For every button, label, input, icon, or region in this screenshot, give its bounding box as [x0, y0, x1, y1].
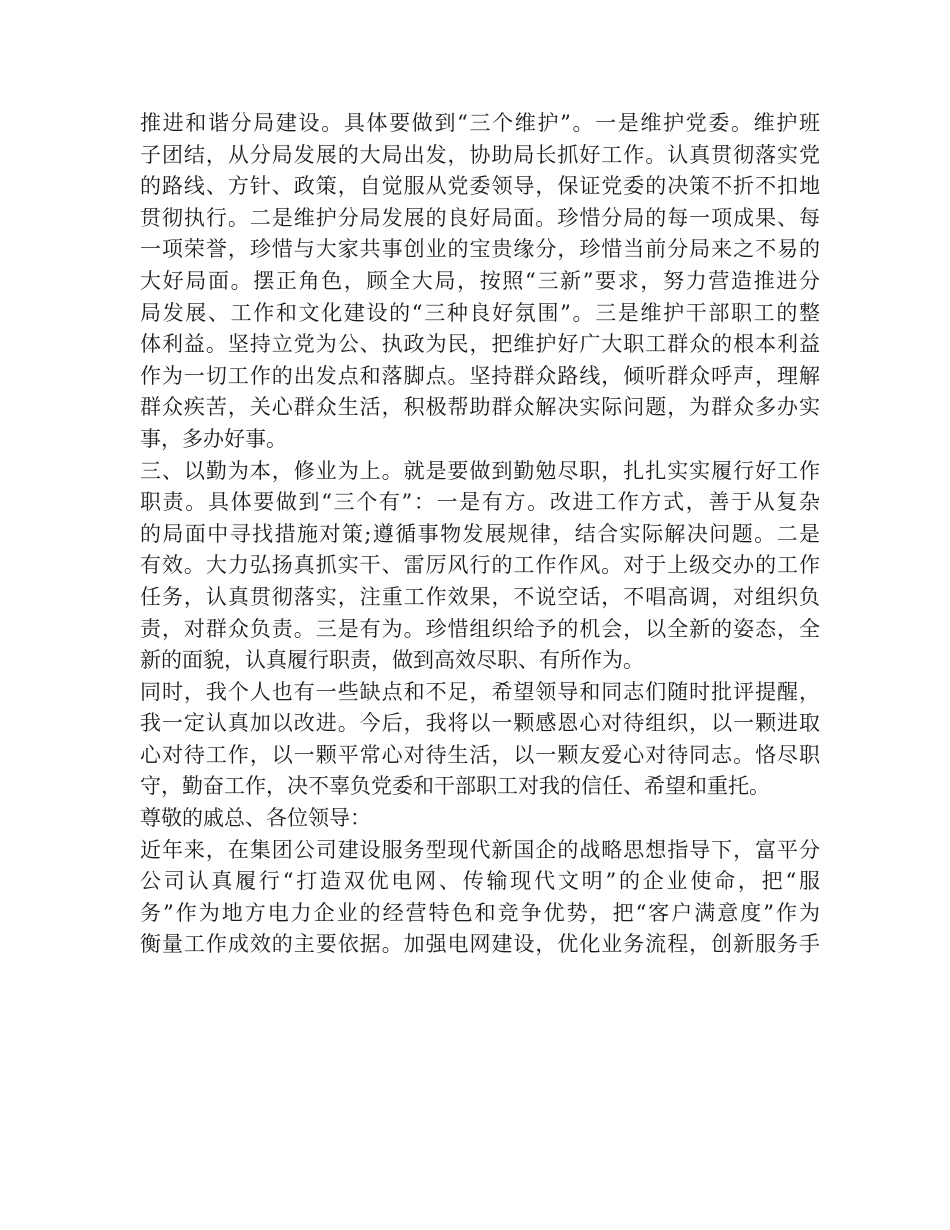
- text-line: 近年来，在集团公司建设服务型现代新国企的战略思想指导下，富平分: [140, 837, 820, 862]
- text-line: 新的面貌，认真履行职责，做到高效尽职、有所作为。: [140, 648, 644, 673]
- text-line: 的局面中寻找措施对策;遵循事物发展规律，结合实际解决问题。二是: [140, 521, 820, 546]
- text-line: 务”作为地方电力企业的经营特色和竞争优势，把“客户满意度”作为: [140, 900, 820, 925]
- text-line: 局发展、工作和文化建设的“三种良好氛围”。三是维护干部职工的整: [140, 300, 820, 325]
- text-line: 任务，认真贯彻落实，注重工作效果，不说空话，不唱高调，对组织负: [140, 584, 820, 609]
- text-line: 作为一切工作的出发点和落脚点。坚持群众路线，倾听群众呼声，理解: [140, 363, 820, 388]
- text-line: 心对待工作，以一颗平常心对待生活，以一颗友爱心对待同志。恪尽职: [140, 742, 820, 767]
- text-line: 有效。大力弘扬真抓实干、雷厉风行的工作作风。对于上级交办的工作: [140, 553, 820, 578]
- text-line: 的路线、方针、政策，自觉服从党委领导，保证党委的决策不折不扣地: [140, 174, 820, 199]
- text-line: 守，勤奋工作，决不辜负党委和干部职工对我的信任、希望和重托。: [140, 774, 770, 799]
- text-line: 衡量工作成效的主要依据。加强电网建设，优化业务流程，创新服务手: [140, 932, 820, 957]
- text-line: 体利益。坚持立党为公、执政为民，把维护好广大职工群众的根本利益: [140, 332, 820, 357]
- text-line: 尊敬的戚总、各位领导：: [140, 806, 371, 831]
- text-line: 群众疾苦，关心群众生活，积极帮助群众解决实际问题，为群众多办实: [140, 395, 820, 420]
- text-line: 我一定认真加以改进。今后，我将以一颗感恩心对待组织，以一颗进取: [140, 711, 820, 736]
- text-line: 公司认真履行“打造双优电网、传输现代文明”的企业使命，把“服: [140, 869, 820, 894]
- text-line: 责，对群众负责。三是有为。珍惜组织给予的机会，以全新的姿态，全: [140, 616, 820, 641]
- text-line: 子团结，从分局发展的大局出发，协助局长抓好工作。认真贯彻落实党: [140, 142, 820, 167]
- text-line: 职责。具体要做到“三个有”：一是有方。改进工作方式，善于从复杂: [140, 490, 820, 515]
- text-line: 一项荣誉，珍惜与大家共事创业的宝贵缘分，珍惜当前分局来之不易的: [140, 237, 820, 262]
- text-line: 同时，我个人也有一些缺点和不足，希望领导和同志们随时批评提醒，: [140, 679, 820, 704]
- document-body-text: [140, 108, 820, 961]
- text-line: 推进和谐分局建设。具体要做到“三个维护”。一是维护党委。维护班: [140, 111, 820, 135]
- text-line: 大好局面。摆正角色，顾全大局，按照“三新”要求，努力营造推进分: [140, 268, 820, 293]
- text-line: 三、以勤为本，修业为上。就是要做到勤勉尽职，扎扎实实履行好工作: [140, 458, 820, 483]
- text-line: 贯彻执行。二是维护分局发展的良好局面。珍惜分局的每一项成果、每: [140, 205, 820, 230]
- text-line: 事，多办好事。: [140, 426, 287, 451]
